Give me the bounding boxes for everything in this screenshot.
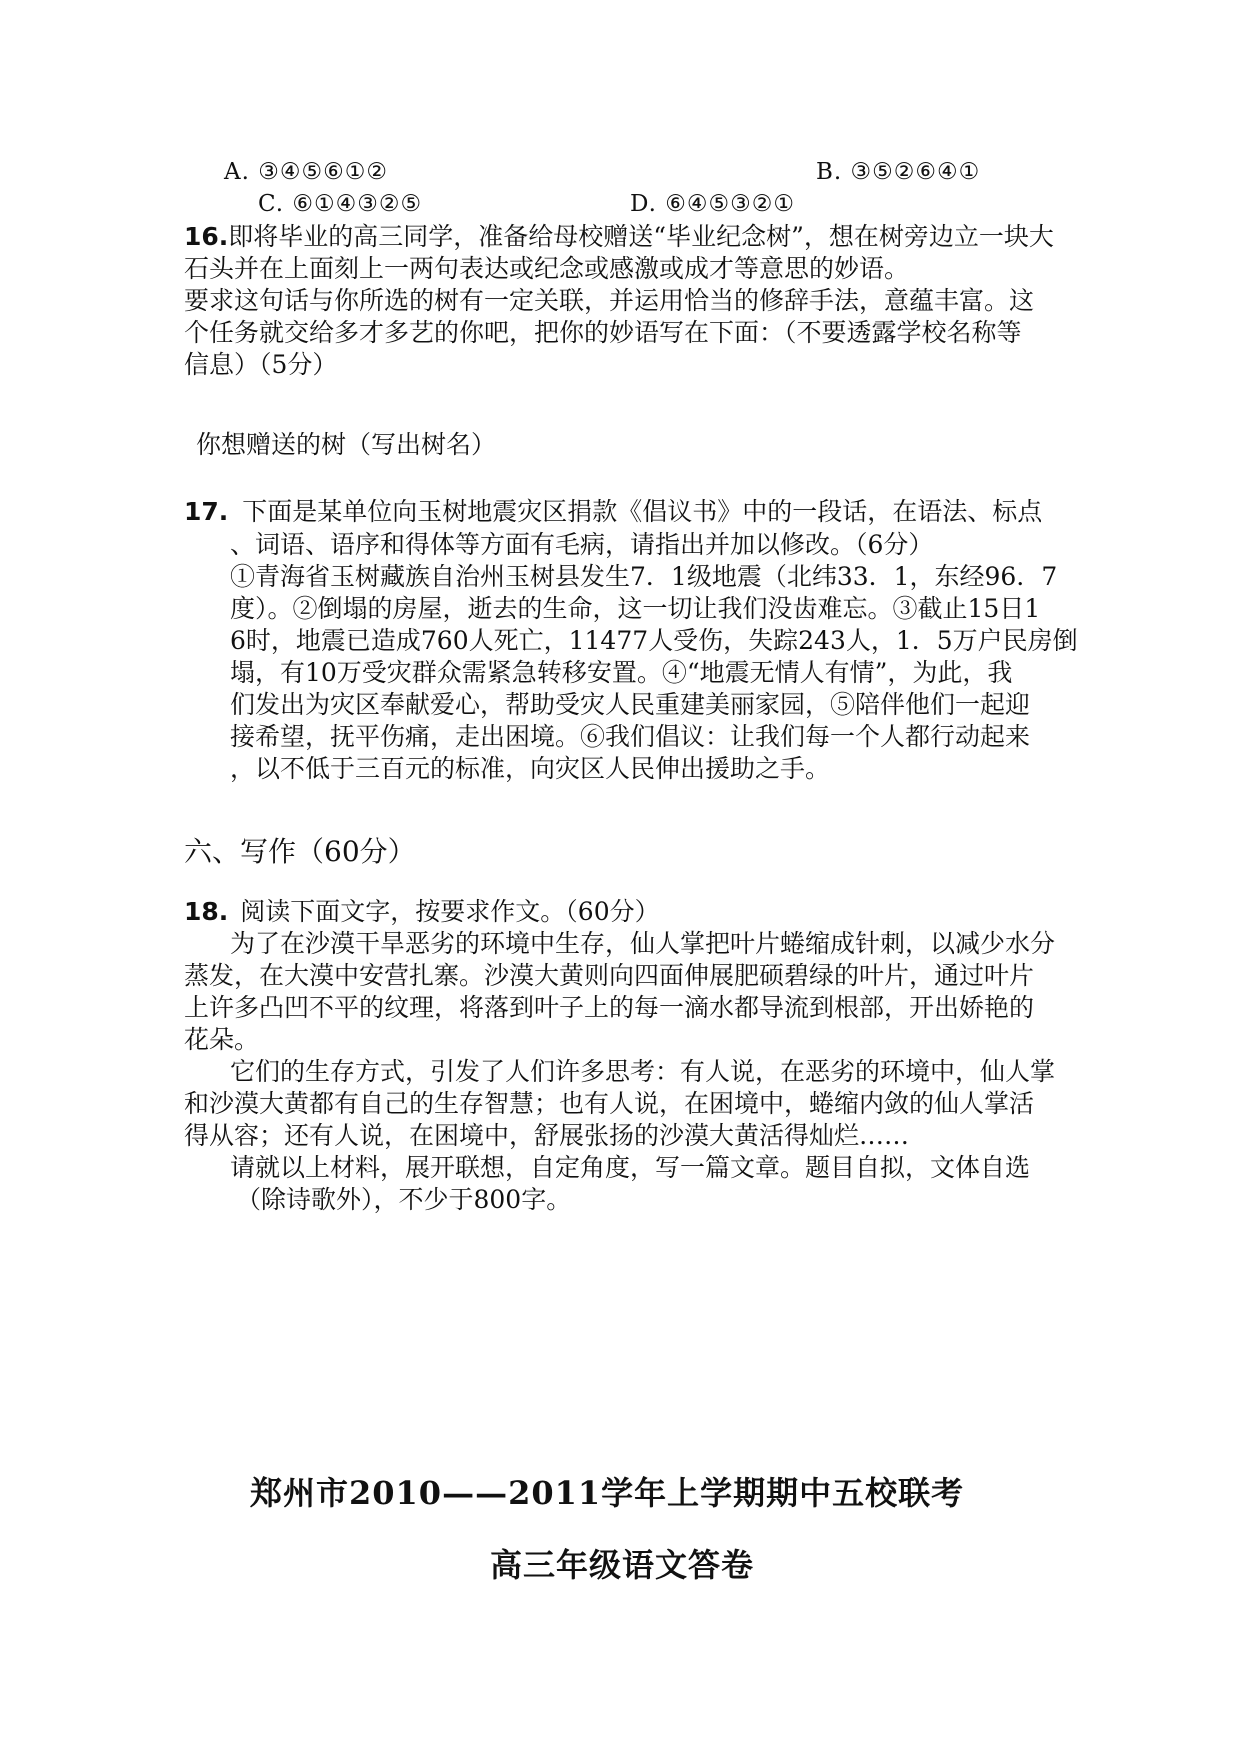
q17-line-3: ①青海省玉树藏族自治州玉树县发生7．1级地震（北纬33．1，东经96．7: [230, 562, 1058, 591]
q18-line-1: [184, 895, 660, 929]
q16-line-3: 要求这句话与你所选的树有一定关联，并运用恰当的修辞手法，意蕴丰富。这: [184, 286, 1035, 315]
q16-prompt: 你想赠送的树（写出树名）: [196, 430, 497, 459]
q16-number: 16.: [184, 222, 229, 251]
q16-line-2: 石头并在上面刻上一两句表达或纪念或感激或成才等意思的妙语。: [184, 254, 910, 283]
q17-line-9: ，以不低于三百元的标准，向灾区人民伸出援助之手。: [230, 754, 831, 783]
q18-line-3: 蒸发，在大漠中安营扎寨。沙漠大黄则向四面伸展肥硕碧绿的叶片，通过叶片: [184, 961, 1035, 990]
q18-line-10: （除诗歌外），不少于800字。: [236, 1185, 572, 1214]
option-b: B. ③⑤②⑥④①: [816, 159, 981, 185]
q17-line-4: 度）。②倒塌的房屋，逝去的生命，这一切让我们没齿难忘。③截止15日1: [230, 594, 1041, 623]
q17-text: 下面是某单位向玉树地震灾区捐款《倡议书》中的一段话，在语法、标点: [242, 497, 1043, 526]
option-a: A. ③④⑤⑥①②: [224, 159, 388, 185]
answer-sheet-subtitle: 高三年级语文答卷: [490, 1546, 755, 1584]
q18-text: 阅读下面文字，按要求作文。（60分）: [240, 897, 660, 926]
q18-line-9: 请就以上材料，展开联想，自定角度，写一篇文章。题目自拟，文体自选: [230, 1153, 1031, 1182]
q16-line-4: 个任务就交给多才多艺的你吧，把你的妙语写在下面：（不要透露学校名称等: [184, 318, 1022, 347]
option-c: C. ⑥①④③②⑤: [258, 191, 423, 217]
q18-line-2: 为了在沙漠干旱恶劣的环境中生存，仙人掌把叶片蜷缩成针刺，以减少水分: [230, 929, 1056, 958]
q17-line-6: 塌，有10万受灾群众需紧急转移安置。④“地震无情人有情”，为此，我: [230, 658, 1013, 687]
q18-line-6: 它们的生存方式，引发了人们许多思考：有人说，在恶劣的环境中，仙人掌: [230, 1057, 1056, 1086]
answer-sheet-title: 郑州市2010——2011学年上学期期中五校联考: [250, 1474, 965, 1512]
q16-line-1: [184, 220, 1054, 254]
q18-line-4: 上许多凸凹不平的纹理，将落到叶子上的每一滴水都导流到根部，开出娇艳的: [184, 993, 1035, 1022]
q17-line-7: 们发出为灾区奉献爱心，帮助受灾人民重建美丽家园，⑤陪伴他们一起迎: [230, 690, 1031, 719]
q17-line-5: 6时，地震已造成760人死亡，11477人受伤，失踪243人，1．5万户民房倒: [230, 626, 1078, 655]
q16-line-5: 信息）（5分）: [184, 350, 338, 379]
q17-number: 17.: [184, 497, 229, 526]
q18-line-8: 得从容；还有人说，在困境中，舒展张扬的沙漠大黄活得灿烂……: [184, 1121, 910, 1150]
q17-line-1: [184, 495, 1042, 529]
q17-line-8: 接希望，抚平伤痛，走出困境。⑥我们倡议：让我们每一个人都行动起来: [230, 722, 1031, 751]
option-d: D. ⑥④⑤③②①: [630, 191, 795, 217]
q17-line-2: 、词语、语序和得体等方面有毛病，请指出并加以修改。（6分）: [230, 530, 934, 559]
q18-line-7: 和沙漠大黄都有自己的生存智慧；也有人说，在困境中，蜷缩内敛的仙人掌活: [184, 1089, 1035, 1118]
section-6-heading: 六、写作（60分）: [184, 835, 416, 868]
q18-number: 18.: [184, 897, 229, 926]
q16-text: 即将毕业的高三同学，准备给母校赠送“毕业纪念树”，想在树旁边立一块大: [228, 222, 1054, 251]
q18-line-5: 花朵。: [184, 1025, 260, 1054]
